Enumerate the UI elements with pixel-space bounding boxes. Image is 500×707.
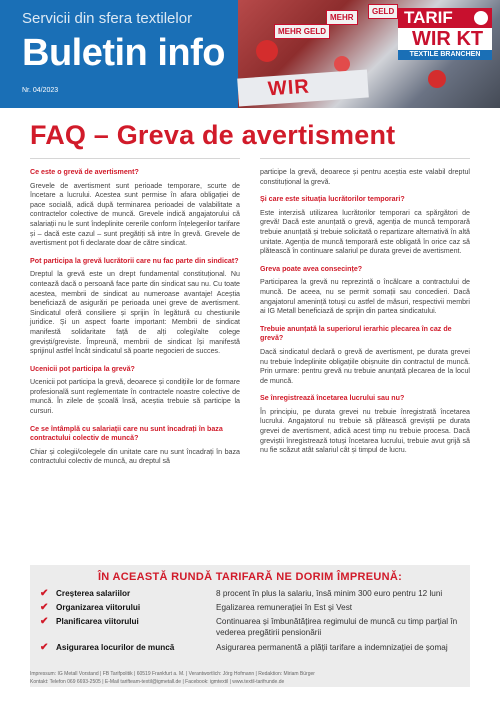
- header-band: [0, 0, 500, 108]
- demand-text: Continuarea și îmbunătățirea regimului de muncă cu timp parțial în vederea pregătirii pensionării: [216, 617, 458, 637]
- faq-question: Și care este situația lucrătorilor temporari?: [260, 195, 405, 204]
- faq-question: Ce este o grevă de avertisment?: [30, 168, 139, 176]
- banner-text: WIR: [267, 75, 311, 101]
- faq-answer: Participarea la grevă nu reprezintă o încălcare a contractului de muncă. De aceea, nu se permit somații sau concedieri. Dacă angajatorul amenință totuși cu astfel de măsuri, respectivii membri ai IG Metall beneficiază de sprijin din partea sindicatului.: [260, 278, 470, 316]
- imprint-footer: [30, 670, 470, 686]
- header-subtitle: Servicii din sfera textilelor: [22, 10, 193, 27]
- faq-answer: Dacă sindicatul declară o grevă de avertisment, pe durata grevei nu trebuie îndeplinite obligațiile obișnuite din contractul de muncă. Prin urmare: pentru grevă nu trebuie anunțată plecarea de la locul de muncă.: [260, 347, 470, 385]
- page-headline: FAQ – Greva de avertisment: [30, 120, 396, 150]
- photo-sign: GELD: [368, 4, 398, 19]
- faq-answer: În principiu, pe durata grevei nu trebuie înregistrată încetarea lucrului. Angajatorul nu trebuie să plătească greviștii pe durata grevei de avertisment, adică acest timp nu trebuie procesa. Dacă greviștii înregistrează totuși încetarea lucrului, trebuie avut grijă să nu fie scăzut atât salariul cât și timpul de lucru.: [260, 407, 470, 455]
- check-icon: ✔: [40, 588, 49, 599]
- demand-text: Egalizarea remunerației în Est și Vest: [216, 603, 353, 612]
- faq-question: Ce se întâmplă cu salariații care nu sunt încadrați în baza contractului colectiv de muncă?: [30, 424, 223, 443]
- logo-bottom: TEXTILE BRANCHEN: [398, 50, 492, 60]
- left-column: [30, 168, 240, 475]
- check-icon: ✔: [40, 602, 49, 613]
- faq-answer-continued: participe la grevă, deoarece și pentru aceștia este valabil dreptul constituțional la grevă.: [260, 168, 470, 186]
- faq-answer: Ucenicii pot participa la grevă, deoarece și condițiile lor de formare profesională sunt reglementate în contractele noastre colective de muncă. În zilele de școală însă, aceștia trebuie să participe la cursuri.: [30, 378, 240, 416]
- faq-question: Se înregistrează încetarea lucrului sau nu?: [260, 394, 405, 403]
- balloon: [334, 56, 350, 72]
- divider: [260, 158, 470, 159]
- demand-label: Planificarea viitorului: [56, 617, 139, 626]
- faq-question: Pot participa la grevă lucrătorii care nu fac parte din sindicat?: [30, 256, 239, 265]
- demand-label: Asigurarea locurilor de muncă: [56, 643, 175, 652]
- header-title: Buletin info: [22, 32, 225, 74]
- issue-number: Nr. 04/2023: [22, 87, 59, 94]
- faq-question: Trebuie anunțată la superiorul ierarhic plecarea în caz de grevă?: [260, 324, 452, 343]
- faq-answer: Grevele de avertisment sunt perioade temporare, scurte de încetare a lucrului. Acestea sunt permise în afara obligației de pace socială, adică după terminarea perioadei de valabilitate a contractelor colective de muncă. Grevele indică angajatorului că salariații nu le sunt îndeplinite cererile conform înțelegerilor tarifare și – dacă este cazul – sunt pregătiți să intre în grevă. Grevele de avertisment pot fi declarate doar de către sindicat.: [30, 181, 240, 248]
- faq-answer: Este interzisă utilizarea lucrătorilor temporari ca spărgători de grevă! Dacă este anunțată o grevă, agenția de muncă temporară trebuie anunțată și trebuie solicitată o repartizare alternativă în altă unitate. Agenția de muncă temporară este obligată în orice caz să plătească în continuare salariul pe durata grevei de avertisment.: [260, 208, 470, 256]
- right-column: [260, 168, 470, 464]
- faq-answer: Chiar și colegii/colegele din unitate care nu sunt încadrați în baza contractului colectiv de muncă, au dreptul să: [30, 447, 240, 466]
- demand-label: Creșterea salariilor: [56, 589, 131, 598]
- logo-mark-icon: [474, 11, 488, 25]
- tarif-logo: [398, 8, 492, 60]
- demands-title: ÎN ACEASTĂ RUNDĂ TARIFARĂ NE DORIM ÎMPREUNĂ:: [97, 571, 403, 583]
- logo-top: TARIF: [398, 8, 492, 28]
- balloon: [256, 40, 278, 62]
- demands-box: [30, 565, 470, 687]
- demand-label: Organizarea viitorului: [56, 603, 141, 612]
- divider: [30, 158, 240, 159]
- photo-sign: MEHR: [326, 10, 358, 25]
- check-icon: ✔: [40, 616, 49, 627]
- logo-mid: WIR KT: [398, 28, 492, 50]
- faq-question: Greva poate avea consecințe?: [260, 264, 363, 273]
- contact-line: Kontakt: Telefon 069 6693-2505 | E-Mail tarifteam-textil@igmetall.de | Facebook: igmtextil | www.textil-tarifrunde.de: [30, 679, 285, 685]
- demand-text: Asigurarea permanentă a plății tarifare a indemnizației de șomaj: [216, 643, 448, 652]
- demand-text: 8 procent în plus la salariu, însă minim 300 euro pentru 12 luni: [216, 589, 443, 598]
- photo-sign: MEHR GELD: [274, 24, 330, 39]
- balloon: [428, 70, 446, 88]
- imprint-line: Impressum: IG Metall Vorstand | FB Tarifpolitik | 60519 Frankfurt a. M. | Verantwortlich: Jörg Hofmann | Redaktion: Miriam Bürger: [30, 671, 315, 677]
- faq-answer: Dreptul la grevă este un drept fundamental constituțional. Nu contează dacă o persoană face parte din sindicat sau nu. Cu toate acestea, membrii de sindicat au numeroase avantaje! Aceștia beneficiază de asigurări pe perioada unei greve de avertisment. Sindicatul oferă consiliere și sprijin în legătură cu chestiunile juridice. Și un aspect foarte important: Membrii de sindicat manifestă solidaritate față de alți colegi/alte colege greviști/greviste. Împreună, membrii de sindicat își manifestă sprijinul astfel încât sindicatul să poarte negocieri de succes.: [30, 270, 240, 356]
- check-icon: ✔: [40, 642, 49, 653]
- faq-question: Ucenicii pot participa la grevă?: [30, 364, 135, 373]
